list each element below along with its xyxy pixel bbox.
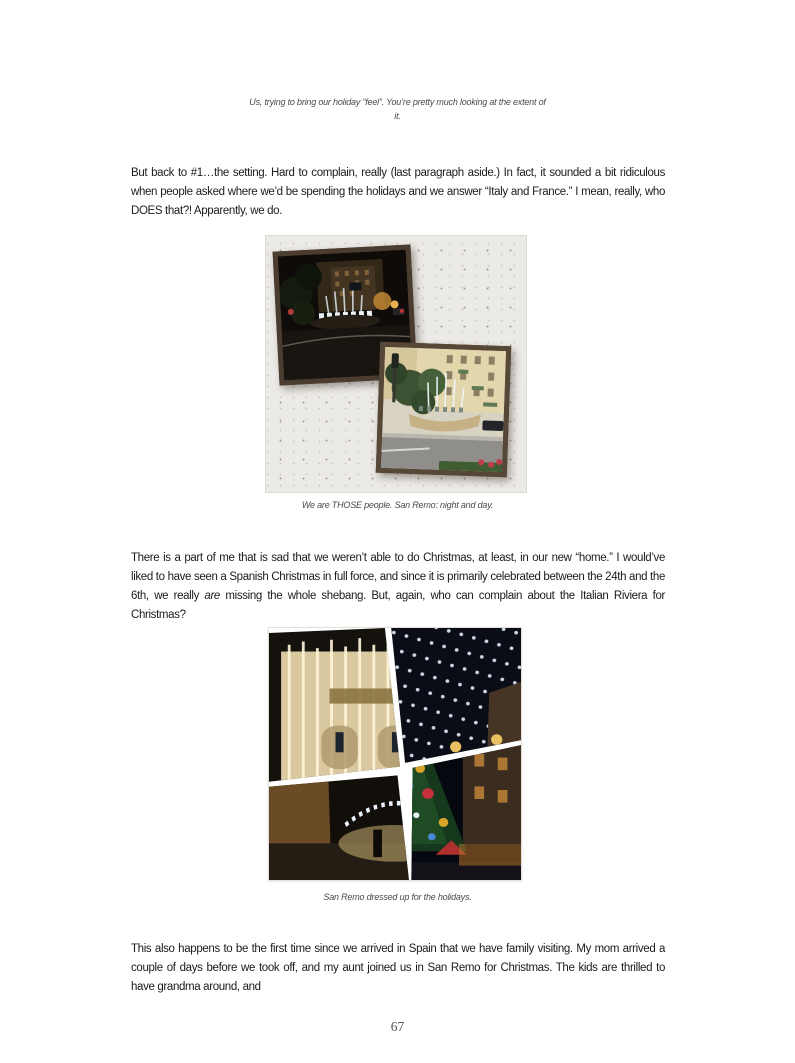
photo-collage-holidays xyxy=(268,627,522,881)
photo-day-fountain xyxy=(376,342,511,477)
body-paragraph-2 xyxy=(131,549,665,625)
photo-caption-night-day: We are THOSE people. San Remo: night and day. xyxy=(301,500,494,510)
photo-caption-holidays: San Remo dressed up for the holidays. xyxy=(323,892,472,902)
photo-collage-night-day xyxy=(265,235,527,493)
paragraph-2-text: There is a part of me that is sad that we weren’t able to do Christmas, at least, in our new “home.” I would’ve liked to have seen a Spanish Christmas in full force, and since it is primarily celebrated between the 24th and the 6th, we really xyxy=(131,552,665,602)
paragraph-2-text-end: missing the whole shebang. But, again, who can complain about the Italian Riviera for Christmas? xyxy=(131,590,665,621)
caption-text: Us, trying to bring our holiday “feel”. You’re pretty much looking at the extent of it. xyxy=(249,97,546,121)
body-paragraph-3: This also happens to be the first time since we arrived in Spain that we have family visiting. My mom arrived a couple of days before we took off, and my aunt joined us in San Remo for Christmas. The kids are thrilled to have grandma around, and xyxy=(131,943,665,993)
body-paragraph-1: But back to #1…the setting. Hard to complain, really (last paragraph aside.) In fact, it sounded a bit ridiculous when people asked where we’d be spending the holidays and we answer “Italy and France.” I mean, really, who DOES that?! Apparently, we do. xyxy=(131,167,665,217)
photo-caption-holiday-feel xyxy=(0,96,795,123)
page-number: 67 xyxy=(390,1019,405,1034)
day-fountain-illustration xyxy=(381,347,506,472)
paragraph-2-emphasis: are xyxy=(204,590,220,602)
